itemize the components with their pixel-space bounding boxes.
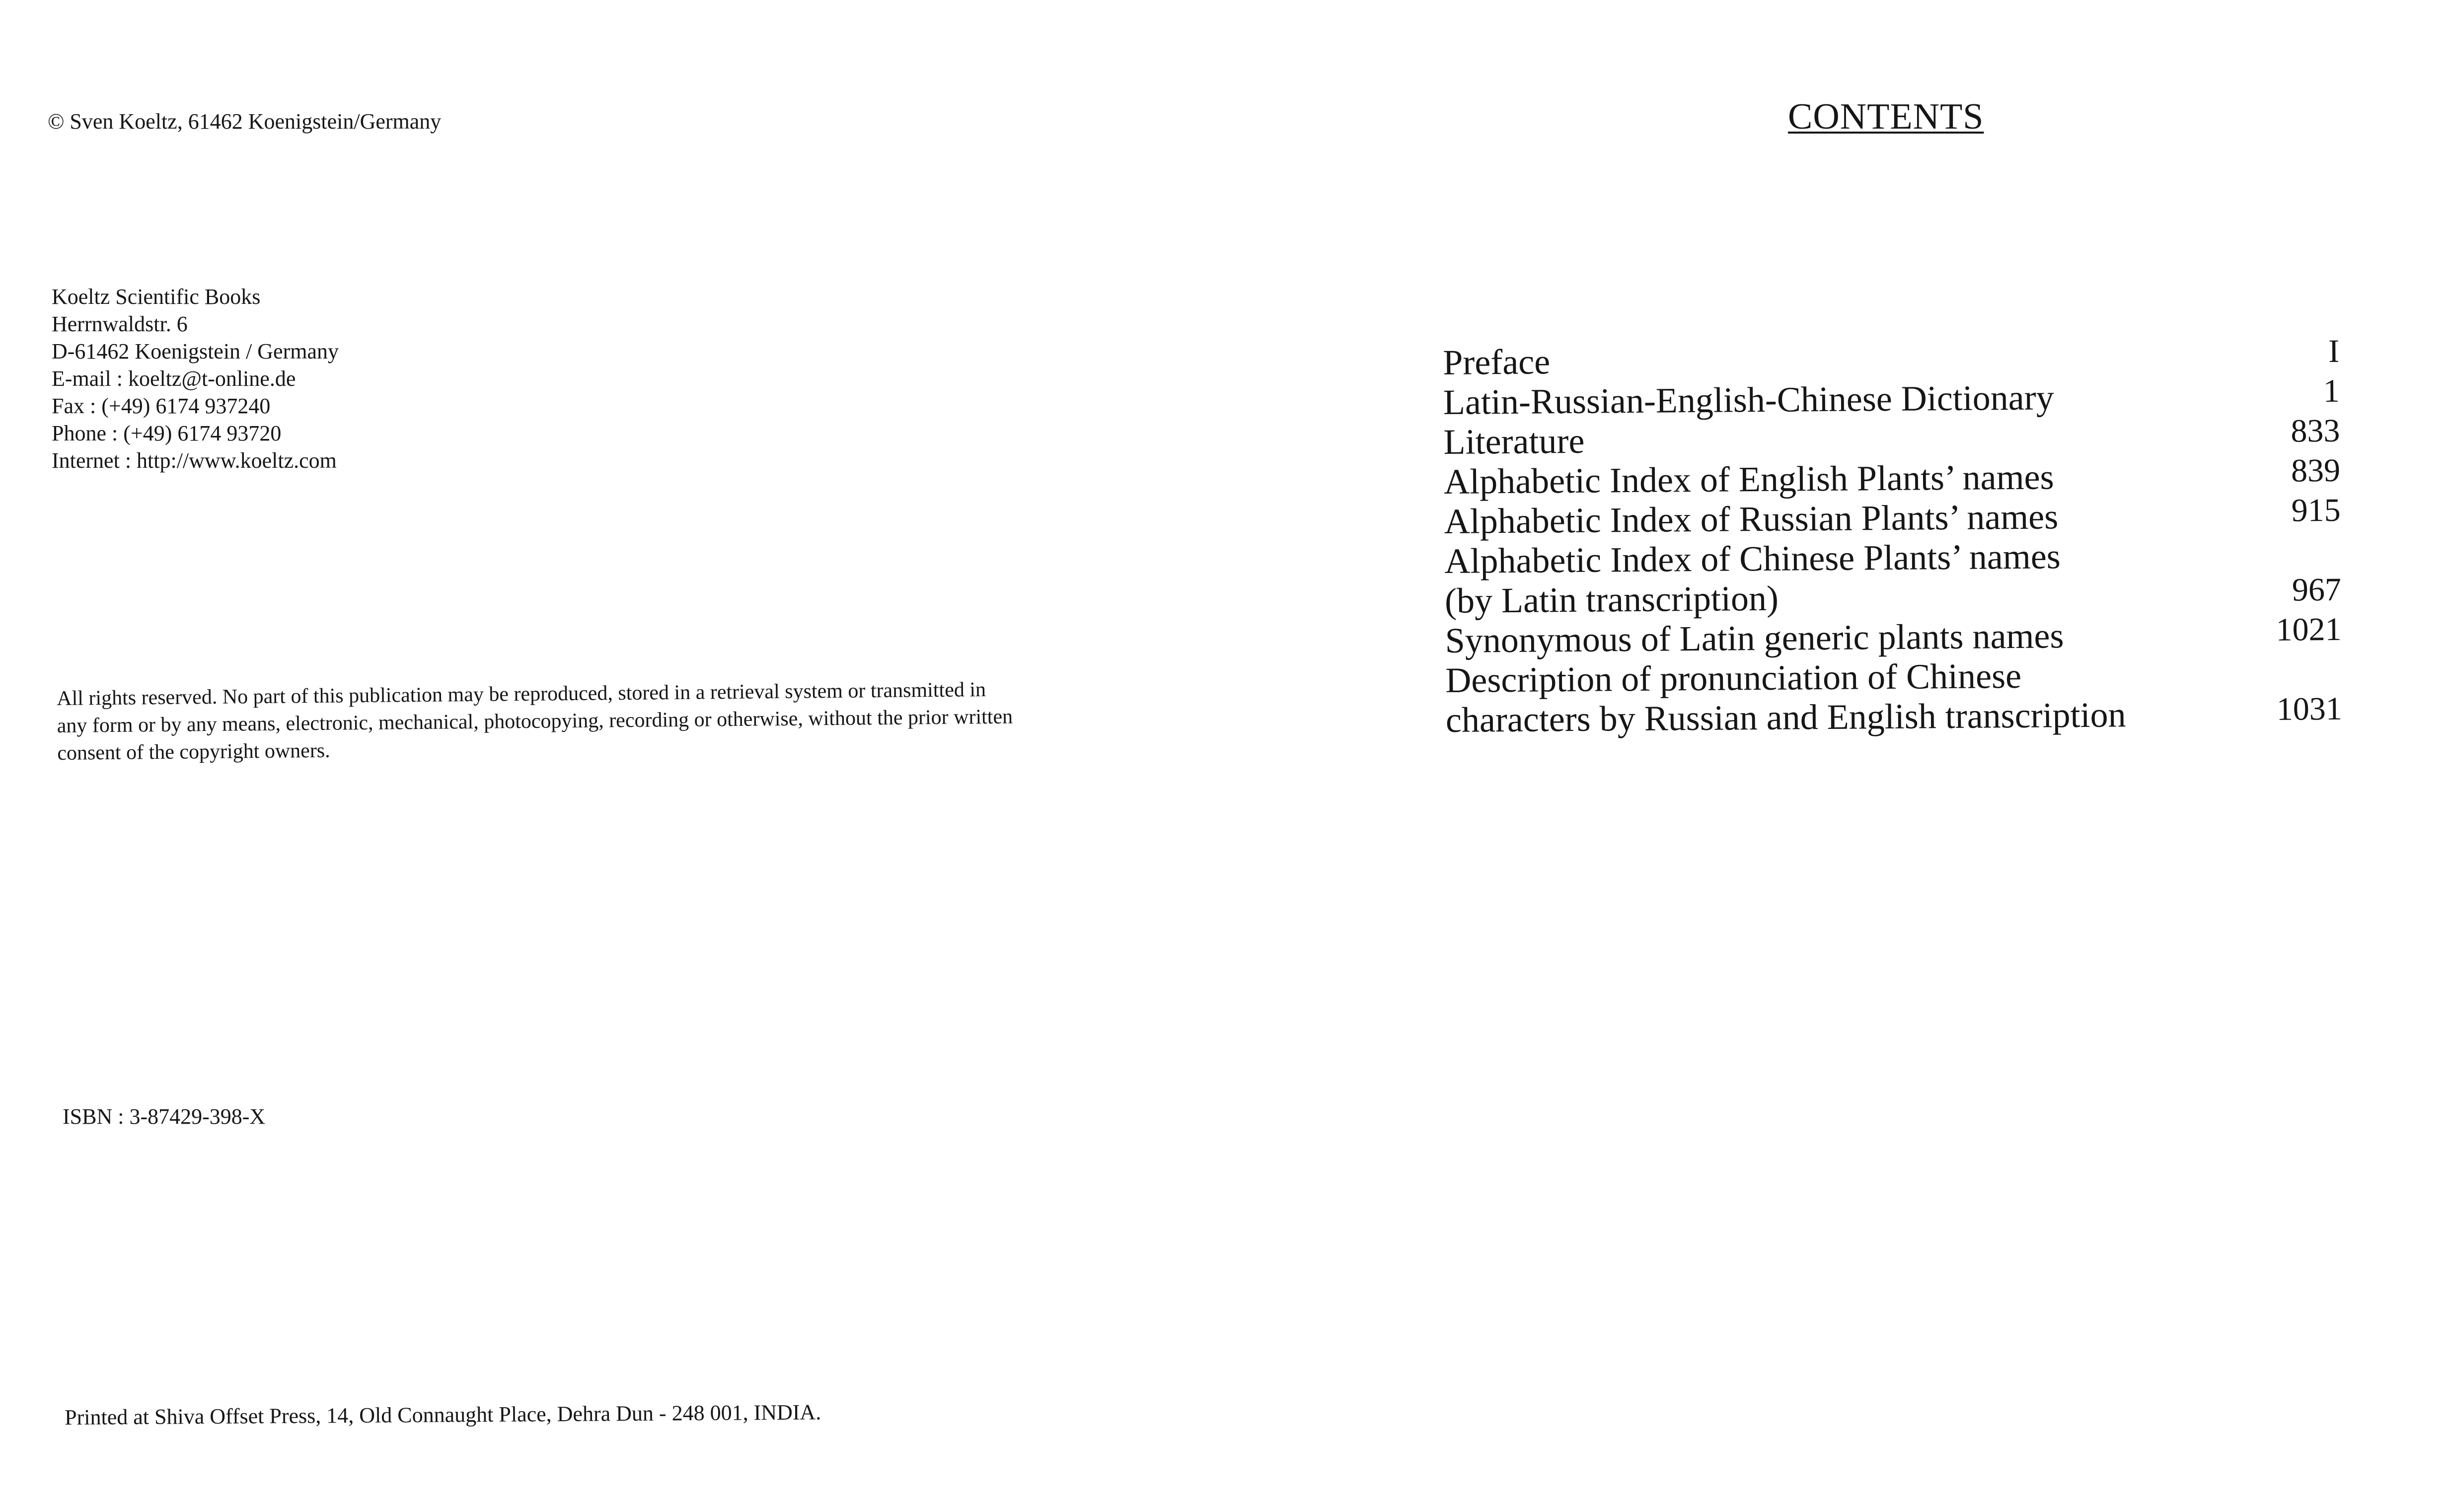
- toc-page-number: 967: [2292, 571, 2342, 608]
- publisher-line: D-61462 Koenigstein / Germany: [52, 339, 339, 363]
- publisher-email: E-mail : koeltz@t-online.de: [52, 366, 296, 391]
- toc-label: Description of pronunciation of Chinese: [1445, 655, 2022, 700]
- rights-statement: [57, 676, 1013, 767]
- toc-entry: [1445, 690, 2343, 740]
- toc-label: Alphabetic Index of Russian Plants’ names: [1444, 497, 2059, 541]
- toc-page-number: 1021: [2276, 611, 2342, 648]
- publisher-phone: Phone : (+49) 6174 93720: [52, 421, 282, 445]
- contents-heading: CONTENTS: [1788, 96, 1984, 137]
- toc-page-number: 1: [2323, 372, 2340, 410]
- toc-entry: [1444, 534, 2341, 581]
- toc-entry: [1443, 412, 2340, 462]
- publisher-line: Koeltz Scientific Books: [52, 285, 261, 309]
- isbn: ISBN : 3-87429-398-X: [63, 1104, 266, 1129]
- toc-label: Alphabetic Index of English Plants’ names: [1443, 457, 2054, 502]
- toc-page-number: 839: [2291, 452, 2341, 489]
- toc-entry: [1445, 653, 2342, 700]
- toc-label: (by Latin transcription): [1444, 578, 1779, 621]
- toc-entry: [1444, 492, 2341, 541]
- publisher-line: Herrnwaldstr. 6: [52, 312, 188, 336]
- rights-line: All rights reserved. No part of this publication may be reproduced, stored in a retrieval system or transmitted in: [57, 678, 986, 710]
- publisher-address: [52, 283, 339, 474]
- publisher-fax: Fax : (+49) 6174 937240: [52, 394, 271, 418]
- toc-entry: [1444, 571, 2342, 621]
- toc-label: Literature: [1443, 421, 1585, 462]
- toc-label: characters by Russian and English transcription: [1445, 695, 2126, 740]
- toc-page-number: 915: [2291, 492, 2341, 529]
- rights-line: consent of the copyright owners.: [57, 739, 330, 765]
- toc-label: Synonymous of Latin generic plants names: [1445, 616, 2064, 660]
- toc-page-number: 833: [2291, 412, 2340, 449]
- toc-page-number: 1031: [2276, 690, 2343, 727]
- toc-label: Preface: [1443, 342, 1551, 382]
- toc-entry: [1443, 452, 2341, 502]
- printer-imprint: Printed at Shiva Offset Press, 14, Old Connaught Place, Dehra Dun - 248 001, INDIA.: [65, 1400, 821, 1430]
- toc-page-number: I: [2328, 333, 2340, 369]
- toc-entry: [1443, 372, 2340, 422]
- toc-label: Latin-Russian-English-Chinese Dictionary: [1443, 377, 2054, 422]
- publisher-website: Internet : http://www.koeltz.com: [52, 448, 337, 473]
- copyright-notice: © Sven Koeltz, 61462 Koenigstein/Germany: [48, 109, 442, 134]
- rights-line: any form or by any means, electronic, mechanical, photocopying, recording or otherwise, without the prior written: [57, 705, 1013, 737]
- table-of-contents: [1443, 333, 2343, 740]
- toc-label: Alphabetic Index of Chinese Plants’ names: [1444, 536, 2061, 581]
- toc-entry: [1445, 611, 2342, 660]
- toc-entry: [1443, 333, 2340, 382]
